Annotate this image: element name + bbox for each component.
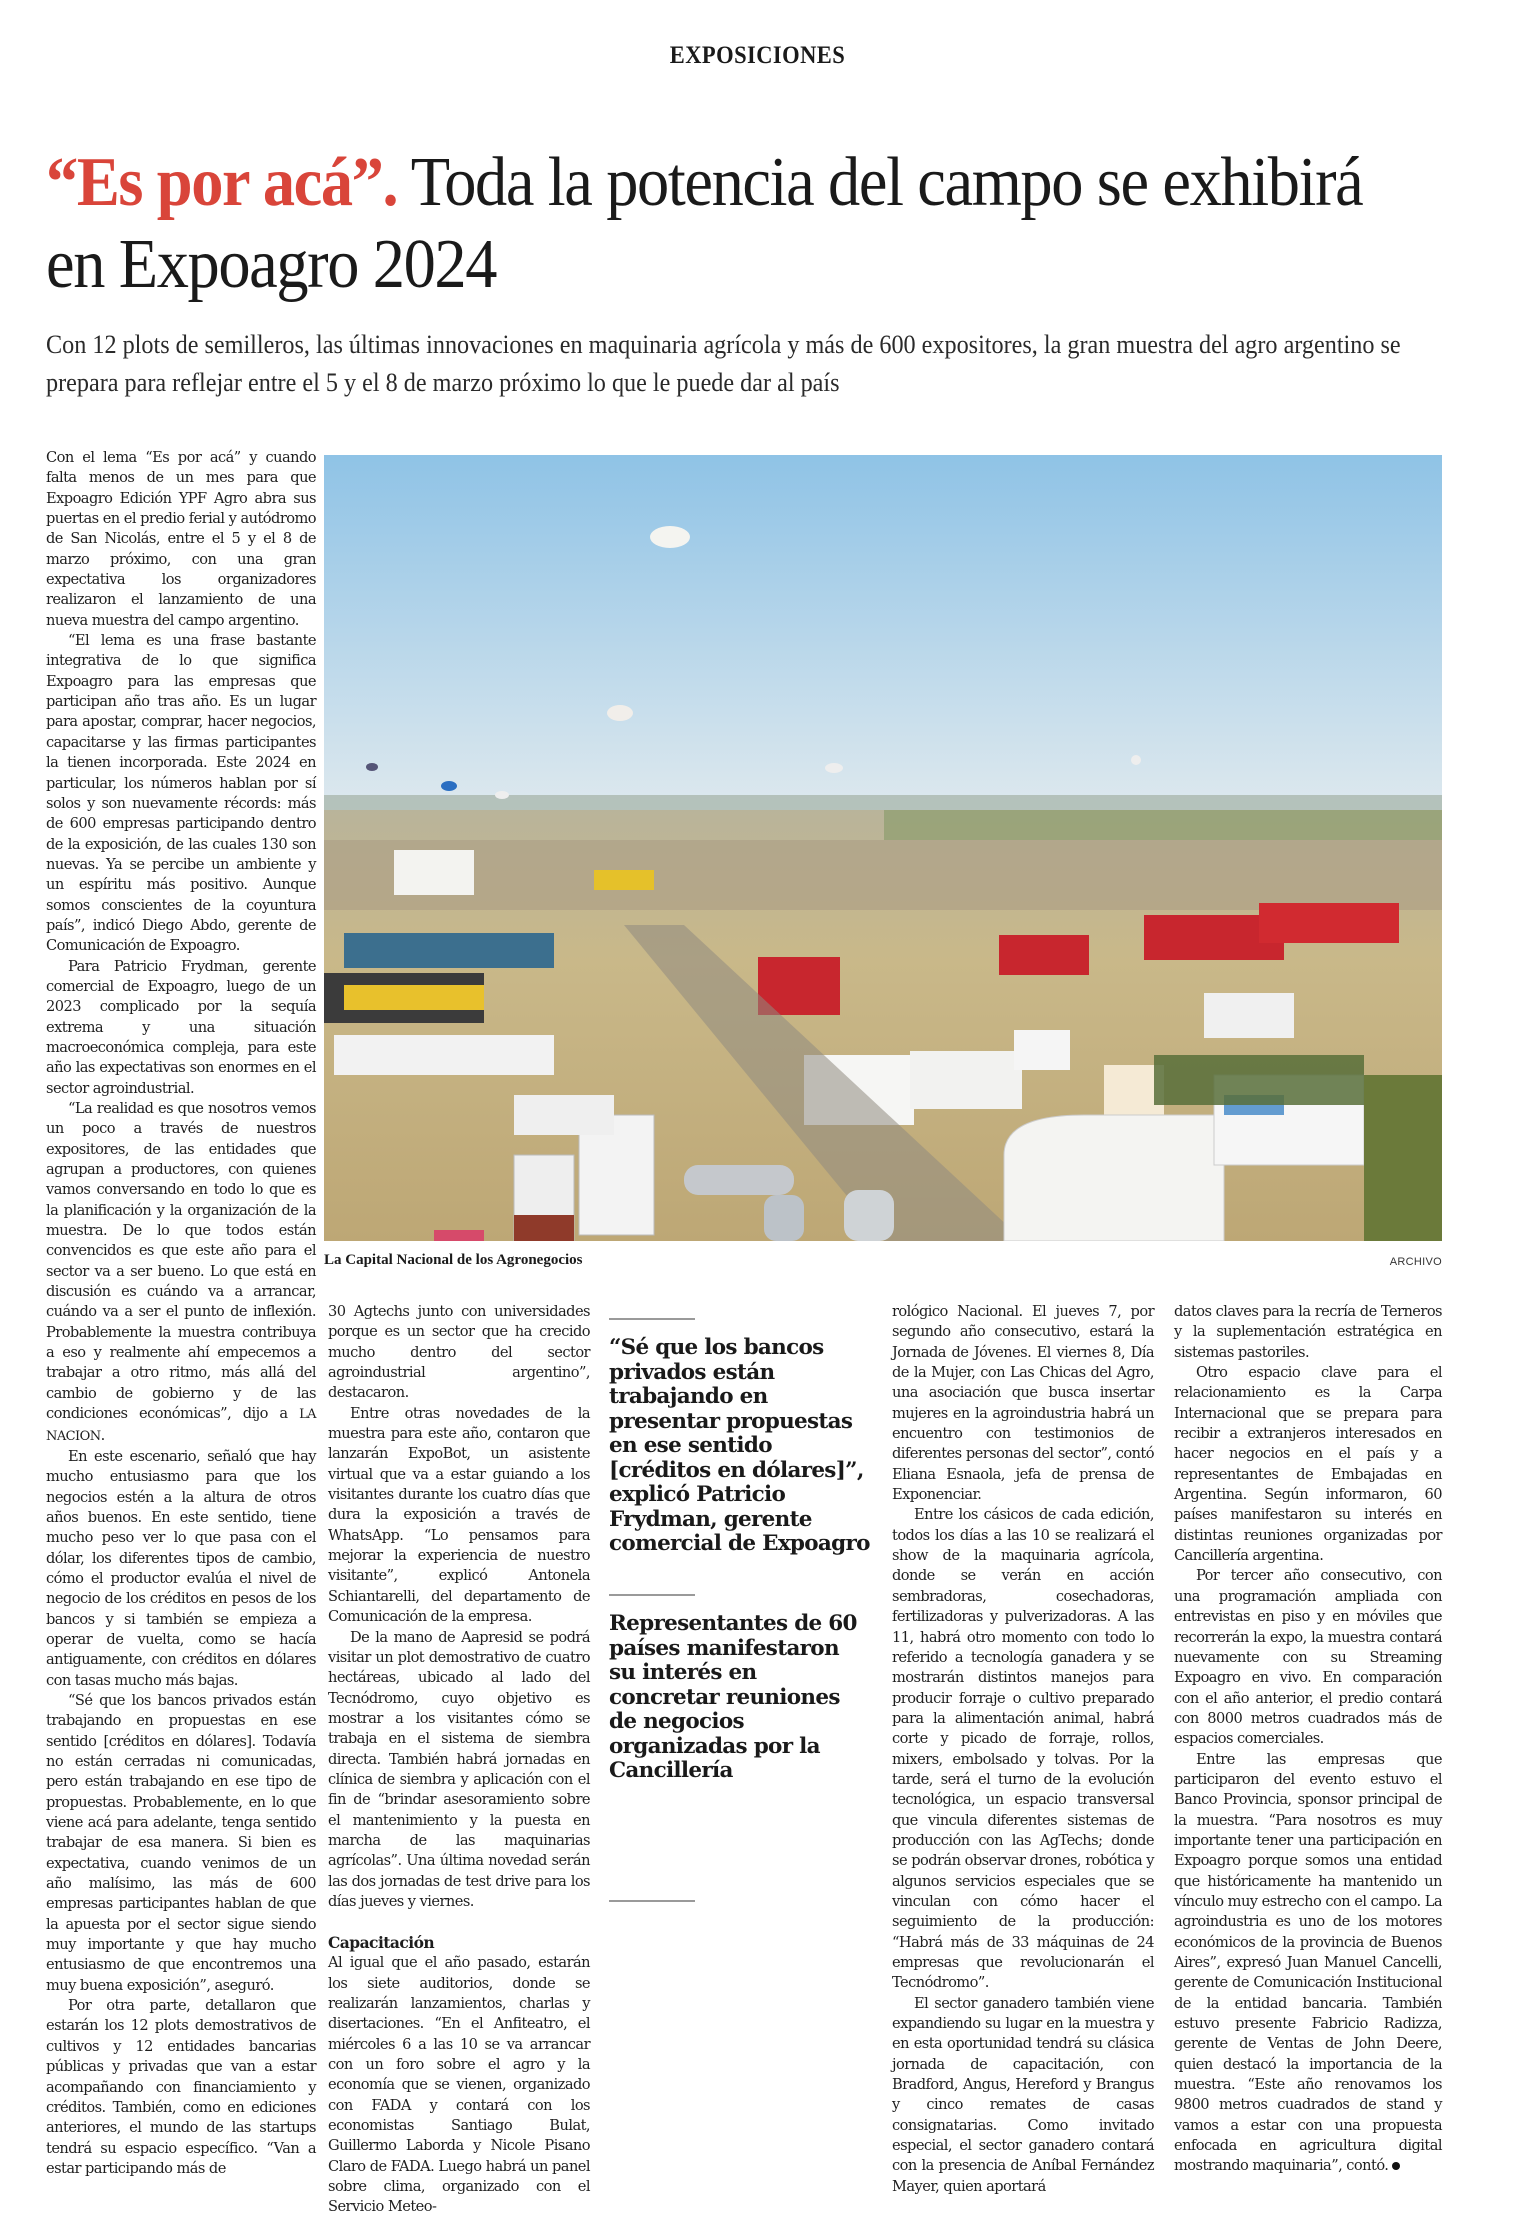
pullquote-1	[609, 1318, 871, 1557]
article-deck: Con 12 plots de semilleros, las últimas innovaciones en maquinaria agrícola y más de 600 expositores, la gran muestra del agro argentino se prepara para reflejar entre el 5 y el 8 de marzo próximo lo que le puede dar al país	[46, 330, 1401, 397]
headline-kicker: “Es por acá”.	[46, 144, 398, 221]
photo-credit: ARCHIVO	[1389, 1256, 1442, 1268]
paragraph: “La realidad es que nosotros vemos un poco a través de nuestros expositores, de las entidades que agrupan a productores, con quienes vamos conversando en todo lo que es la planificación y la organización de la muestra. De lo que todos están convencidos es que este año para el sector va a ser bueno. Lo que está en discusión es cuándo va a arrancar, cuándo va a ser el punto de inflexión. Probablemente la muestra contribuya a eso y realmente ahí empecemos a trabajar a otro ritmo, más allá del cambio de gobierno y de las condiciones económicas”, dijo a LA NACION.	[46, 1100, 316, 1444]
paragraph: Por tercer año consecutivo, con una programación ampliada con entrevistas en piso y en móviles que recorrerán la expo, la muestra contará nuevamente con su Streaming Expoagro en vivo. En comparación con el año anterior, el predio contará con 8000 metros cuadrados más de espacios comerciales.	[1174, 1567, 1442, 1748]
paragraph: 30 Agtechs junto con universidades porque es un sector que ha crecido mucho dentro del sector agroindustrial argentino”, destacaron.	[328, 1303, 590, 1402]
paragraph-text: Entre las empresas que participaron del evento estuvo el Banco Provincia, sponsor principal de la muestra. “Para nosotros es muy importante tener una participación en Expoagro porque somos una entidad que históricamente ha mantenido un vínculo muy estrecho con el campo. La agroindustria es uno de los motores económicos de la provincia de Buenos Aires”, expresó Juan Manuel Cancelli, gerente de Comunicación Institucional de la entidad bancaria. También estuvo presente Fabricio Radizza, gerente de Ventas de John Deere, quien destacó la importancia de la muestra. “Este año renovamos los 9800 metros cuadrados de stand y vamos a estar con una propuesta enfocada en agricultura digital mostrando maquinaria”, contó.	[1174, 1750, 1442, 2175]
paragraph	[1174, 1750, 1442, 2177]
divider	[609, 1900, 695, 1902]
article-column-1	[46, 448, 316, 2179]
tanker-truck	[684, 1165, 794, 1195]
blimp	[607, 705, 633, 721]
article-column-5	[1174, 1302, 1442, 2177]
crop-plot	[1154, 1055, 1364, 1105]
article-photo	[324, 455, 1442, 1241]
generacion-hb4-pavilion	[1004, 1115, 1224, 1241]
paragraph: Al igual que el año pasado, estarán los siete auditorios, donde se realizarán lanzamientos, charlas y disertaciones. “En el Anfiteatro, el miércoles 6 a las 10 se va arrancar con un foro sobre el agro y la economía que se vienen, organizado con FADA y contará con los economistas Santiago Bulat, Guillermo Laborda y Nicole Pisano Claro de FADA. Luego habrá un panel sobre clima, organizado con el Servicio Meteo-	[328, 1954, 590, 2216]
photo-caption: La Capital Nacional de los Agronegocios	[324, 1252, 583, 1268]
sky	[324, 455, 1442, 815]
paragraph: rológico Nacional. El jueves 7, por segundo año consecutivo, estará la Jornada de Jóvenes. El viernes 8, Día de la Mujer, con Las Chicas del Agro, una asociación que busca insertar mujeres en la agroindustria habrá un encuentro con testimonios de diferentes personas del sector”, contó Eliana Esnaola, jefa de prensa de Exponenciar.	[892, 1303, 1154, 1504]
container	[514, 1215, 574, 1241]
expo-aerial-photo	[324, 455, 1442, 1241]
blimp	[441, 781, 457, 791]
tanker-truck	[764, 1195, 804, 1241]
paragraph: Entre los cásicos de cada edición, todos los días a las 10 se realizará el show de la maquinaria agrícola, donde se verán en acción sembradoras, cosechadoras, fertilizadoras y pulverizadoras. A las 11, habrá otro momento con todo lo referido a tecnología ganadera y se mostrarán distintos manejos para producir forraje o cultivo preparado para la alimentación animal, habrá corte y picado de forraje, rollos, mixers, embolsado y tolvas. Por la tarde, será el turno de la evolución tecnológica, un espacio transversal que vincula diferentes sistemas de producción con las AgTechs; donde se podrán observar drones, robótica y algunos servicios especiales que se vinculan con cómo hacer el seguimiento de la producción: “Habrá más de 33 máquinas de 24 empresas que revolucionarán el Tecnódromo”.	[892, 1506, 1154, 1992]
paragraph: De la mano de Aapresid se podrá visitar un plot demostrativo de cuatro hectáreas, ubicado al lado del Tecnódromo, cuyo objetivo es mostrar a los visitantes cómo se trabaja en el sistema de siembra directa. También habrá jornadas en clínica de siembra y aplicación con el fin de “brindar asesoramiento sobre el mantenimiento y la puesta en marcha de las maquinarias agrícolas”. Una última novedad serán las dos jornadas de test drive para los días jueves y viernes.	[328, 1628, 590, 1910]
pullquote-text: “Sé que los bancos privados están trabajando en presentar propuestas en ese sentido [créditos en dólares]”, explicó Patricio Frydman, gerente comercial de Expoagro	[609, 1335, 870, 1556]
paragraph: Para Patricio Frydman, gerente comercial de Expoagro, luego de un 2023 complicado por la sequía extrema y una situación macroeconómica compleja, para este año las expectativas son enormes en el sector agroindustrial.	[46, 957, 316, 1097]
blimp-klein	[650, 526, 690, 548]
paragraph: “Sé que los bancos privados están trabajando en propuestas en ese sentido [créditos en dólares]. Todavía no están cerradas ni comunicadas, pero están trabajando en ese tipo de propuestas. Probablemente, en lo que viene acá para adelante, tenga sentido trabajar de esa manera. Si bien es expectativa, cuando venimos de un año malísimo, las más de 600 empresas participantes hablan de que la apuesta por el sector sigue siendo muy importante y que hay mucho entusiasmo de que encontremos una muy buena exposición”, aseguró.	[46, 1691, 316, 1994]
paragraph: Por otra parte, detallaron que estarán los 12 plots demostrativos de cultivos y 12 entidades bancarias públicas y privadas que van a estar acompañando con financiamiento y créditos. También, como en ediciones anteriores, el mundo de las startups tendrá su espacio específico. “Van a estar participando más de	[46, 1997, 316, 2177]
paragraph: “El lema es una frase bastante integrativa de lo que significa Expoagro para las empresas que participan año tras año. Es un lugar para apostar, comprar, hacer negocios, capacitarse y las firmas participantes la tienen incorporada. Este 2024 en particular, los números hablan por sí solos y son nuevamente récords: más de 600 empresas participando dentro de la exposición, de las cuales 130 son nuevas. Ya se percibe un ambiente y un espíritu más positivo. Aunque somos conscientes de la coyuntura país”, indicó Diego Abdo, gerente de Comunicación de Expoagro.	[46, 632, 316, 955]
paragraph: Con el lema “Es por acá” y cuando falta menos de un mes para que Expoagro Edición YPF Agro abra sus puertas en el predio ferial y autódromo de San Nicolás, entre el 5 y el 8 de marzo próximo, con una gran expectativa los organizadores realizaron el lanzamiento de una nueva muestra del campo argentino.	[46, 449, 316, 629]
paragraph: Otro espacio clave para el relacionamiento es la Carpa Internacional que se prepara para recibir a extranjeros interesados en hacer negocios en el país y a representantes de Embajadas en Argentina. Según informaron, 60 países manifestaron su interés en distintas reuniones organizadas por Cancillería argentina.	[1174, 1364, 1442, 1565]
blimp	[495, 791, 509, 799]
section-label: EXPOSICIONES	[669, 42, 846, 69]
blimp	[1131, 755, 1141, 765]
paragraph: Entre otras novedades de la muestra para este año, contaron que lanzarán ExpoBot, un asistente virtual que va a estar guiando a los visitantes durante los cuatro días que dura la exposición a través de WhatsApp. “Lo pensamos para mejorar la experiencia de nuestro visitante”, explicó Antonela Schiantarelli, del departamento de Comunicación de la empresa.	[328, 1404, 590, 1626]
paragraph: En este escenario, señaló que hay mucho entusiasmo para que los negocios estén a la altura de otros años buenos. En este sentido, tiene mucho peso ver lo que pasa con el dólar, los diferentes tipos de cambio, cómo el productor evalúa el nivel de negocio de los créditos en pesos de los bancos y si también se empieza a operar de vuelta, como se hacía antiguamente, con créditos en dólares con tasas mucho más bajas.	[46, 1447, 316, 1689]
subhead: Capacitación	[328, 1933, 435, 1953]
crop-plot	[1364, 1075, 1442, 1241]
headline	[46, 142, 1371, 306]
far-field	[884, 810, 1442, 840]
outlet-name: LA NACION	[46, 1407, 316, 1444]
blimp	[825, 763, 843, 773]
article-column-4	[892, 1302, 1154, 2197]
divider	[609, 1318, 695, 1320]
pullquote-text: Representantes de 60 países manifestaron su interés en concretar reuniones de negocios organizadas por la Cancillería	[609, 1611, 857, 1783]
article-column-2	[328, 1302, 590, 2218]
paragraph: datos claves para la recría de Terneros y la suplementación estratégica en sistemas pastoriles.	[1174, 1303, 1442, 1361]
white-tent	[514, 1095, 614, 1135]
headline-title: Toda la potencia del campo se exhibirá en Expoagro 2024	[46, 144, 1363, 303]
divider	[609, 1594, 695, 1596]
paragraph-text: “La realidad es que nosotros vemos un poco a través de nuestros expositores, de las entidades que agrupan a productores, con quienes vamos conversando en todo lo que es la planificación y la organización de la muestra. De lo que todos están convencidos es que este año para el sector va a ser bueno. Lo que está en discusión es cuándo va a arrancar, cuándo va a ser el punto de inflexión. Probablemente la muestra contribuya a eso y realmente ahí empecemos a trabajar a otro ritmo, más allá del cambio de gobierno y de las condiciones económicas”, dijo a	[46, 1100, 316, 1423]
paragraph: El sector ganadero también viene expandiendo su lugar en la muestra y en esta oportunidad tendrá su clásica jornada de capacitación, con Bradford, Angus, Hereford y Brangus y cinco remates de casas consignatarias. Como invitado especial, el sector ganadero contará con la presencia de Aníbal Fernández Mayer, quien aportará	[892, 1994, 1154, 2195]
tanker-truck	[844, 1190, 894, 1241]
end-of-article-bullet-icon	[1392, 2162, 1400, 2170]
pullquote-2	[609, 1594, 871, 1784]
red-tent	[434, 1230, 484, 1241]
blimp	[366, 763, 378, 771]
